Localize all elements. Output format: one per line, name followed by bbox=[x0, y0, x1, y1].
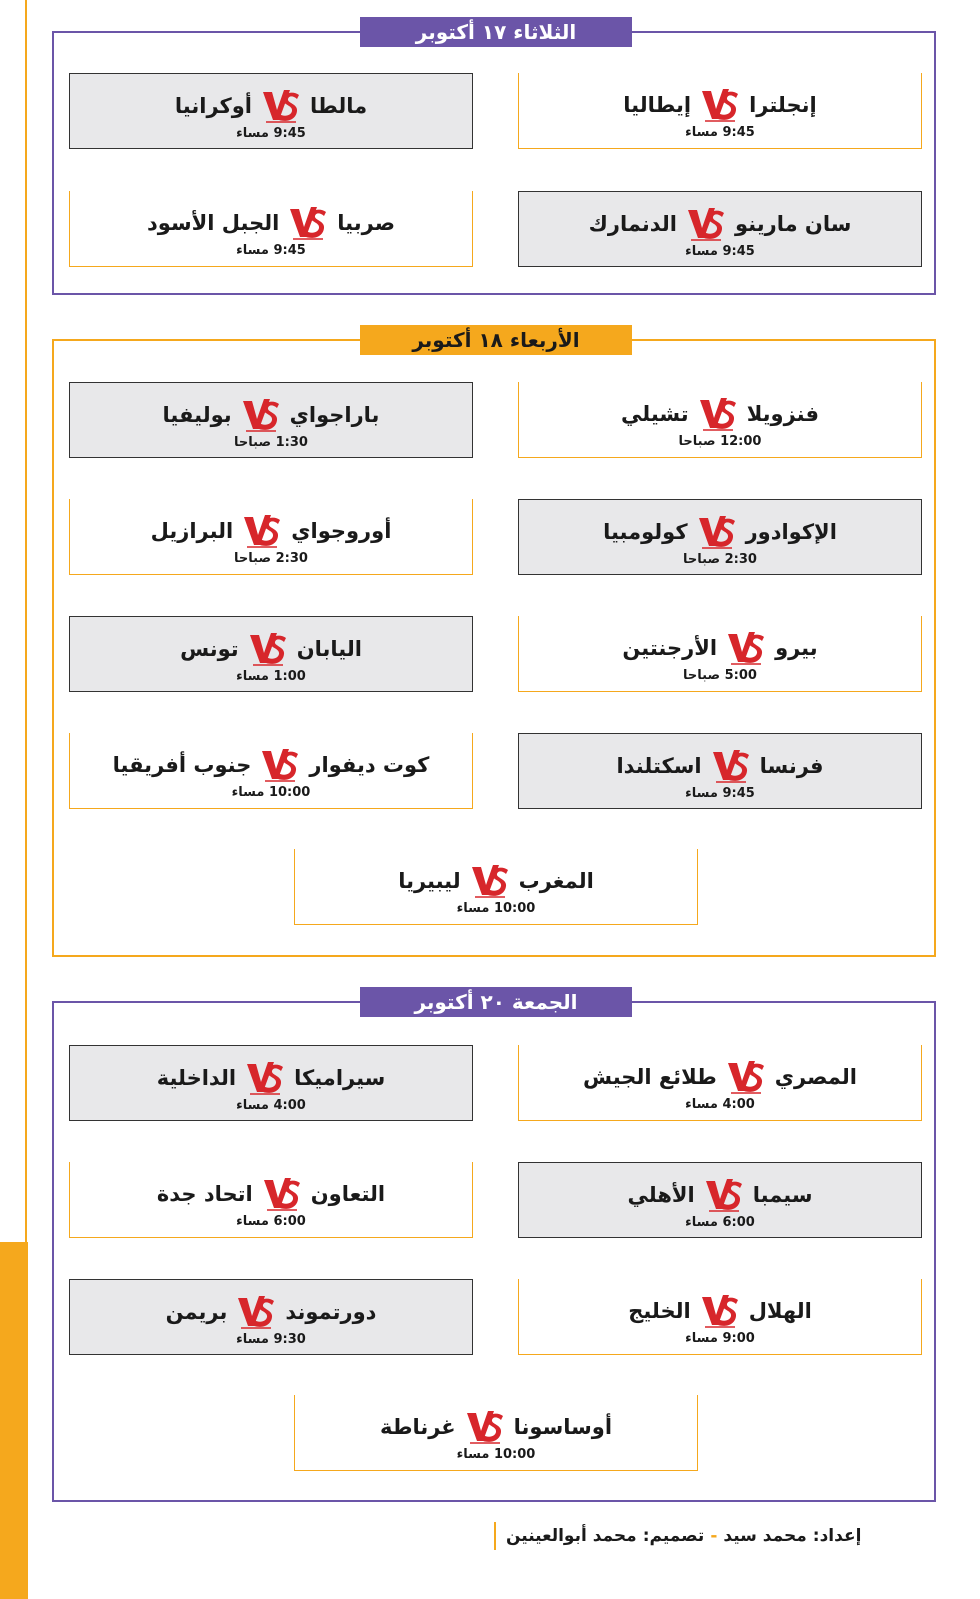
day-section-wednesday bbox=[52, 328, 936, 957]
match-time: 9:45 مساء bbox=[685, 125, 755, 140]
away-team: الدنمارك bbox=[588, 212, 678, 236]
match-time: 9:45 مساء bbox=[685, 244, 755, 259]
design-label: تصميم: bbox=[642, 1526, 705, 1546]
match-card bbox=[518, 499, 922, 575]
match-time: 4:00 مساء bbox=[236, 1098, 306, 1113]
vs-icon bbox=[241, 511, 283, 551]
vs-icon bbox=[725, 628, 767, 668]
match-time: 10:00 مساء bbox=[456, 901, 536, 916]
match-time: 9:45 مساء bbox=[685, 786, 755, 801]
vs-icon bbox=[725, 1057, 767, 1097]
match-time: 2:30 صباحا bbox=[234, 551, 308, 566]
day-section-tuesday bbox=[52, 20, 936, 295]
match-time: 1:00 مساء bbox=[236, 669, 306, 684]
away-team: الداخلية bbox=[156, 1066, 237, 1090]
left-accent-bar bbox=[0, 1242, 28, 1599]
match-card bbox=[69, 382, 473, 458]
away-team: إيطاليا bbox=[623, 93, 692, 117]
home-team: المصري bbox=[774, 1065, 857, 1089]
match-time: 9:30 مساء bbox=[236, 1332, 306, 1347]
vs-icon bbox=[699, 85, 741, 125]
prep-label: إعداد: bbox=[812, 1526, 862, 1546]
away-team: غرناطة bbox=[379, 1415, 456, 1439]
home-team: سيراميكا bbox=[294, 1066, 386, 1090]
match-card bbox=[69, 191, 473, 267]
home-team: المغرب bbox=[518, 869, 594, 893]
day-label: الثلاثاء ١٧ أكتوبر bbox=[360, 17, 632, 47]
home-team: صربيا bbox=[337, 211, 395, 235]
vs-icon bbox=[696, 512, 738, 552]
match-time: 9:00 مساء bbox=[685, 1331, 755, 1346]
vs-icon bbox=[710, 746, 752, 786]
vs-icon bbox=[697, 394, 739, 434]
match-card bbox=[518, 733, 922, 809]
prep-name: محمد سيد bbox=[723, 1526, 807, 1546]
home-team: إنجلترا bbox=[749, 93, 817, 117]
away-team: الأرجنتين bbox=[622, 636, 718, 660]
credits bbox=[494, 1522, 861, 1550]
vs-icon bbox=[259, 745, 301, 785]
match-card bbox=[69, 73, 473, 149]
design-name: محمد أبوالعينين bbox=[506, 1526, 637, 1546]
match-time: 10:00 مساء bbox=[456, 1447, 536, 1462]
match-card bbox=[518, 382, 922, 458]
away-team: أوكرانيا bbox=[174, 94, 252, 118]
away-team: طلائع الجيش bbox=[583, 1065, 717, 1089]
day-label: الجمعة ٢٠ أكتوبر bbox=[360, 987, 632, 1017]
match-card bbox=[294, 1395, 698, 1471]
away-team: بوليفيا bbox=[162, 403, 232, 427]
home-team: بيرو bbox=[775, 636, 818, 660]
home-team: كوت ديفوار bbox=[309, 753, 430, 777]
home-team: باراجواي bbox=[289, 403, 380, 427]
vs-icon bbox=[469, 861, 511, 901]
match-card bbox=[294, 849, 698, 925]
away-team: اسكتلندا bbox=[616, 754, 702, 778]
home-team: مالطا bbox=[309, 94, 368, 118]
match-time: 1:30 صباحا bbox=[234, 435, 308, 450]
match-card bbox=[518, 1045, 922, 1121]
away-team: تشيلي bbox=[621, 402, 689, 426]
match-time: 10:00 مساء bbox=[231, 785, 311, 800]
match-time: 6:00 مساء bbox=[236, 1214, 306, 1229]
day-section-friday bbox=[52, 990, 936, 1502]
vs-icon bbox=[260, 86, 302, 126]
match-card bbox=[69, 616, 473, 692]
home-team: فرنسا bbox=[759, 754, 824, 778]
match-time: 6:00 مساء bbox=[685, 1215, 755, 1230]
away-team: كولومبيا bbox=[603, 520, 688, 544]
home-team: اليابان bbox=[296, 637, 362, 661]
vs-icon bbox=[464, 1407, 506, 1447]
home-team: سان مارينو bbox=[735, 212, 852, 236]
day-label: الأربعاء ١٨ أكتوبر bbox=[360, 325, 632, 355]
vs-icon bbox=[699, 1291, 741, 1331]
left-accent-line bbox=[25, 0, 27, 1245]
match-time: 2:30 صباحا bbox=[683, 552, 757, 567]
match-time: 9:45 مساء bbox=[236, 243, 306, 258]
vs-icon bbox=[244, 1058, 286, 1098]
away-team: جنوب أفريقيا bbox=[112, 753, 252, 777]
vs-icon bbox=[235, 1292, 277, 1332]
away-team: اتحاد جدة bbox=[156, 1182, 253, 1206]
away-team: الأهلي bbox=[627, 1183, 695, 1207]
home-team: التعاون bbox=[310, 1182, 386, 1206]
match-card bbox=[518, 616, 922, 692]
match-card bbox=[518, 1162, 922, 1238]
match-card bbox=[518, 191, 922, 267]
match-time: 9:45 مساء bbox=[236, 126, 306, 141]
home-team: أوروجواي bbox=[291, 519, 392, 543]
vs-icon bbox=[247, 629, 289, 669]
away-team: بريمن bbox=[165, 1300, 228, 1324]
home-team: الهلال bbox=[748, 1299, 812, 1323]
home-team: فنزويلا bbox=[746, 402, 819, 426]
vs-icon bbox=[287, 203, 329, 243]
match-card bbox=[69, 499, 473, 575]
credit-separator: - bbox=[710, 1526, 718, 1546]
match-card bbox=[69, 1279, 473, 1355]
match-time: 5:00 صباحا bbox=[683, 668, 757, 683]
match-card bbox=[518, 1279, 922, 1355]
vs-icon bbox=[703, 1175, 745, 1215]
away-team: الجبل الأسود bbox=[147, 211, 280, 235]
match-time: 4:00 مساء bbox=[685, 1097, 755, 1112]
home-team: دورتموند bbox=[285, 1300, 377, 1324]
home-team: الإكوادور bbox=[745, 520, 837, 544]
away-team: الخليج bbox=[628, 1299, 691, 1323]
match-card bbox=[69, 733, 473, 809]
home-team: سيمبا bbox=[752, 1183, 813, 1207]
away-team: تونس bbox=[180, 637, 239, 661]
vs-icon bbox=[240, 395, 282, 435]
home-team: أوساسونا bbox=[513, 1415, 613, 1439]
match-card bbox=[69, 1162, 473, 1238]
away-team: البرازيل bbox=[150, 519, 234, 543]
away-team: ليبيريا bbox=[398, 869, 461, 893]
vs-icon bbox=[685, 204, 727, 244]
vs-icon bbox=[261, 1174, 303, 1214]
match-card bbox=[518, 73, 922, 149]
match-card bbox=[69, 1045, 473, 1121]
match-time: 12:00 صباحا bbox=[678, 434, 762, 449]
